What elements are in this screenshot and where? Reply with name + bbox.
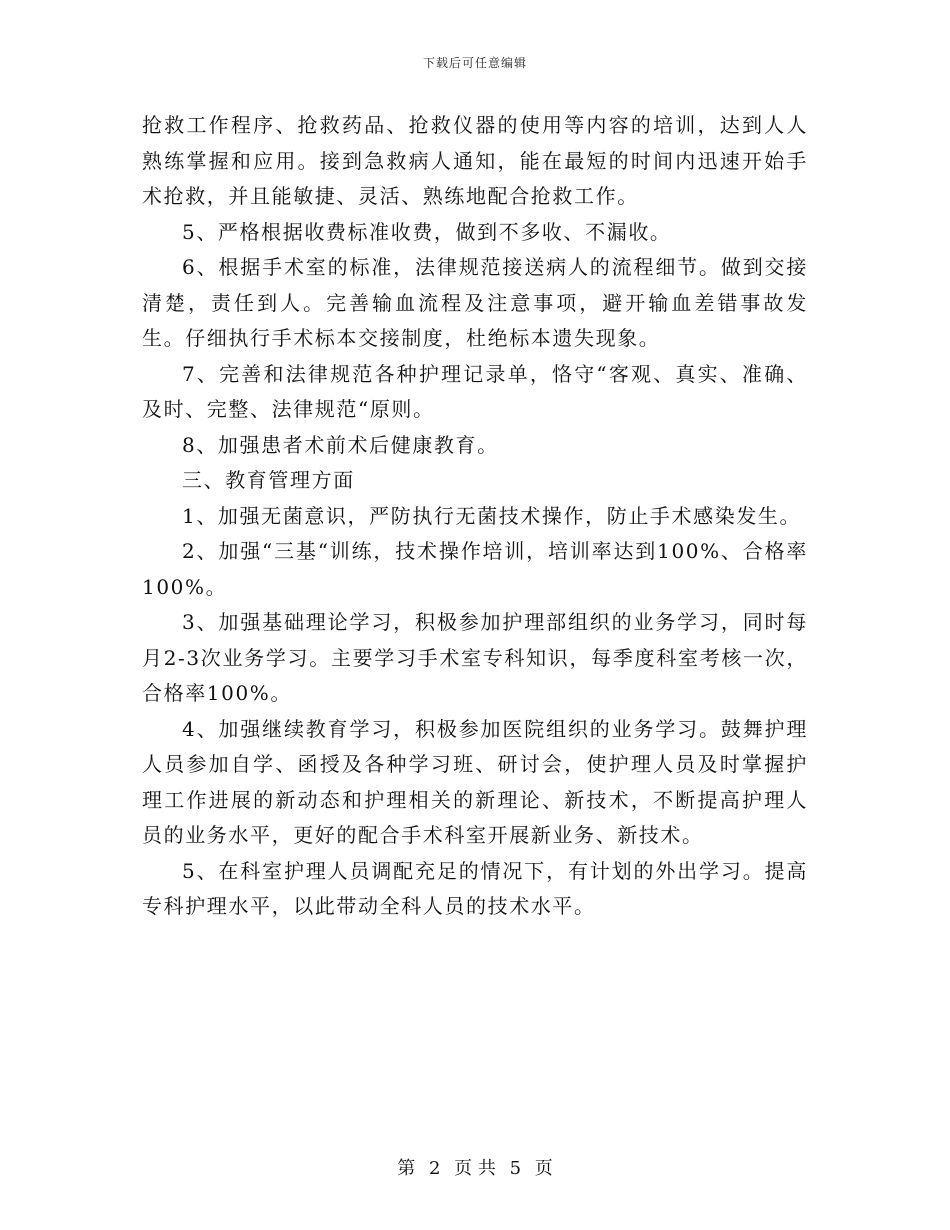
paragraph-6: 1、加强无菌意识，严防执行无菌技术操作，防止手术感染发生。 <box>182 503 802 528</box>
paragraph-2: 6、根据手术室的标准，法律规范接送病人的流程细节。做到交接清楚，责任到人。完善输血流程及注意事项，避开输血差错事故发生。仔细执行手术标本交接制度，杜绝标本遗失现象。 <box>142 255 808 350</box>
paragraph-1: 5、严格根据收费标准收费，做到不多收、不漏收。 <box>182 219 672 244</box>
document-body <box>142 108 808 925</box>
paragraph-9: 4、加强继续教育学习，积极参加医院组织的业务学习。鼓舞护理人员参加自学、函授及各种学习班、研讨会，使护理人员及时掌握护理工作进展的新动态和护理相关的新理论、新技术，不断提高护理人员的业务水平，更好的配合手术科室开展新业务、新技术。 <box>142 716 808 847</box>
page-prefix: 第 <box>397 1158 416 1179</box>
current-page: 2 <box>428 1158 441 1179</box>
paragraph-7: 2、加强“三基“训练，技术操作培训，培训率达到100%、合格率100%。 <box>142 539 808 599</box>
paragraph-0: 抢救工作程序、抢救药品、抢救仪器的使用等内容的培训，达到人人熟练掌握和应用。接到急救病人通知，能在最短的时间内迅速开始手术抢救，并且能敏捷、灵活、熟练地配合抢救工作。 <box>142 113 808 208</box>
paragraph-3: 7、完善和法律规范各种护理记录单，恪守“客观、真实、准确、及时、完整、法律规范“原则。 <box>142 361 808 421</box>
paragraph-10: 5、在科室护理人员调配充足的情况下，有计划的外出学习。提高专科护理水平，以此带动全科人员的技术水平。 <box>142 858 808 918</box>
paragraph-4: 8、加强患者术前术后健康教育。 <box>182 432 499 457</box>
paragraph-8: 3、加强基础理论学习，积极参加护理部组织的业务学习，同时每月2-3次业务学习。主要学习手术室专科知识，每季度科室考核一次，合格率100%。 <box>142 610 808 705</box>
page-number-footer <box>0 1154 950 1180</box>
page-middle: 页 共 <box>454 1158 496 1179</box>
section-heading: 三、教育管理方面 <box>182 468 355 492</box>
total-pages: 5 <box>509 1158 522 1179</box>
page-suffix: 页 <box>534 1158 553 1179</box>
header-note: 下载后可任意编辑 <box>422 56 527 70</box>
